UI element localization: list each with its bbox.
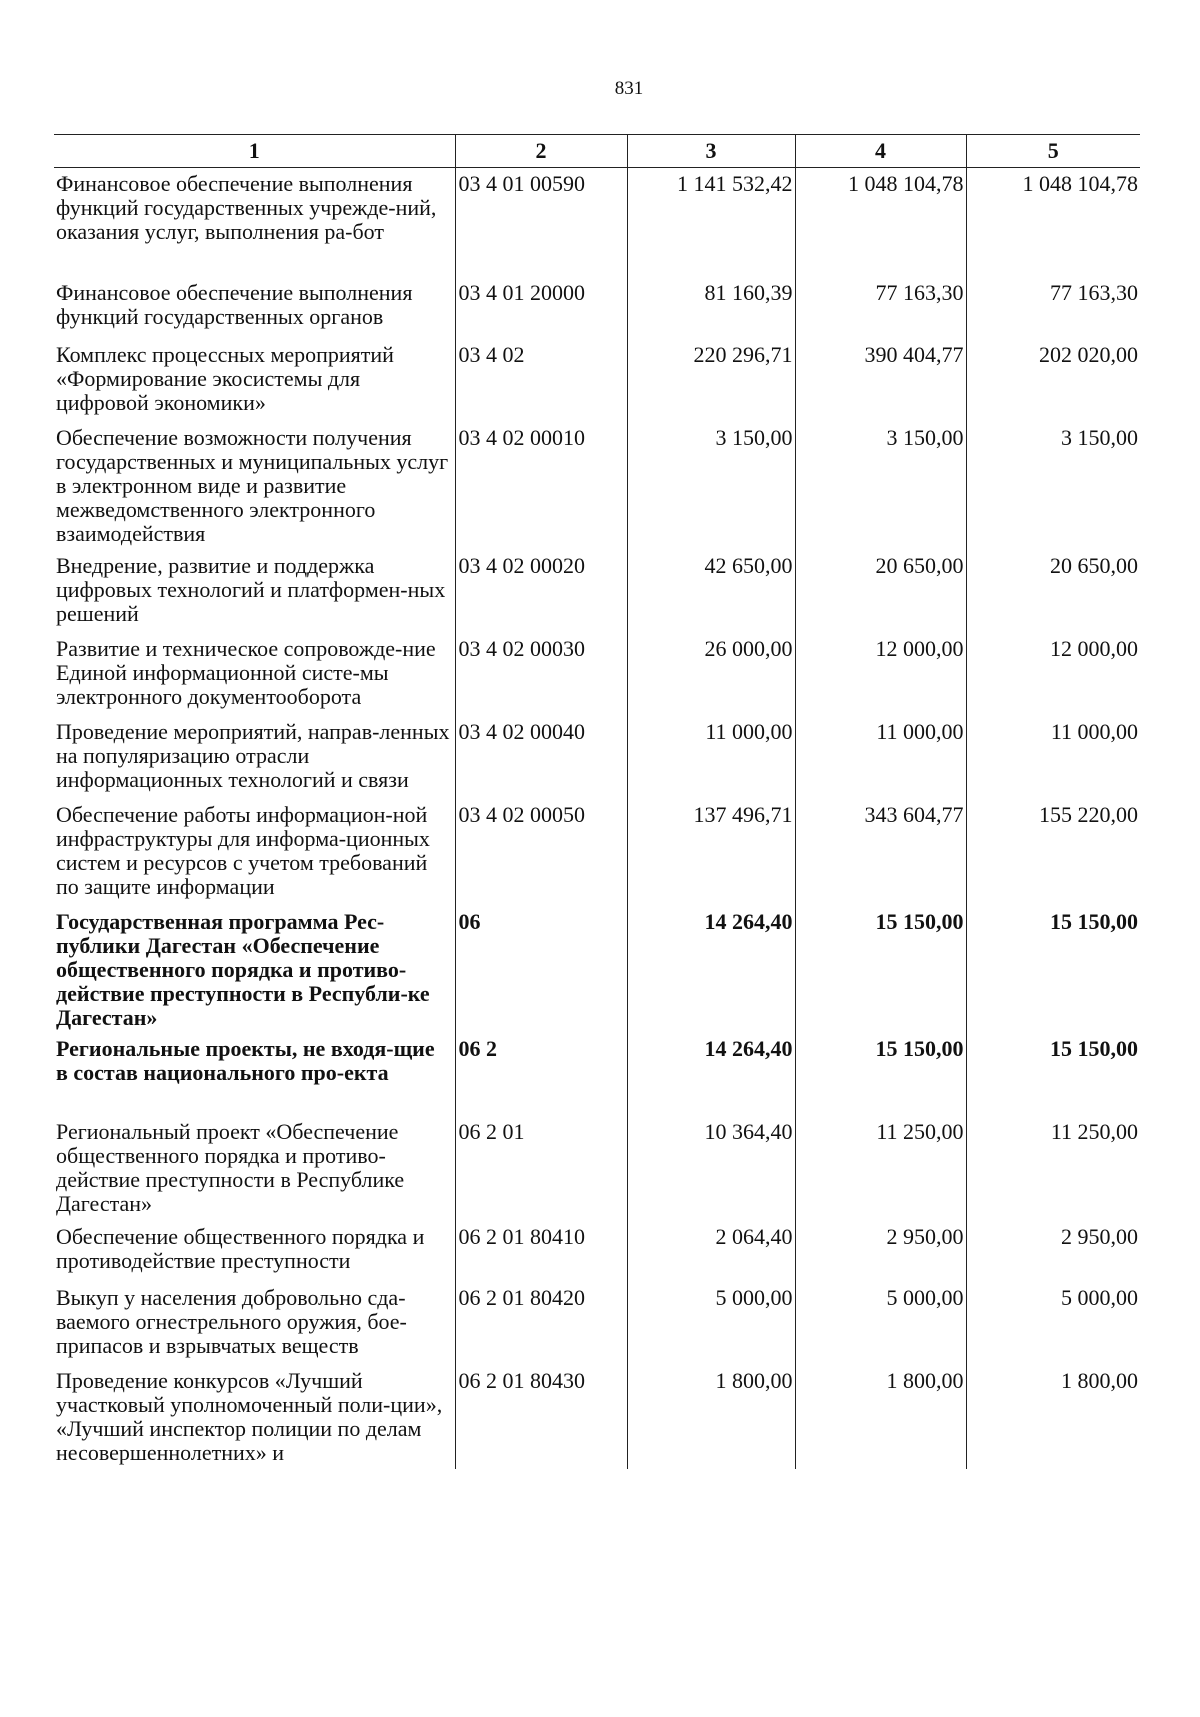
row-value-col5: 2 950,00 — [966, 1221, 1140, 1282]
row-code-cell: 03 4 02 00010 — [455, 422, 627, 550]
row-value-col4: 5 000,00 — [795, 1282, 966, 1365]
row-value-col3: 3 150,00 — [627, 422, 795, 550]
row-name-cell: Внедрение, развитие и поддержка цифровых технологий и платформен-ных решений — [56, 552, 446, 626]
row-name-cell: Финансовое обеспечение выполнения функций государственных учрежде-ний, оказания услуг, выполнения ра-бот — [56, 171, 437, 244]
row-value-col5: 202 020,00 — [966, 339, 1140, 422]
row-value-col4: 390 404,77 — [795, 339, 966, 422]
row-value-col3: 10 364,40 — [627, 1116, 795, 1221]
row-name-cell: Финансовое обеспечение выполнения функций государственных органов — [56, 279, 413, 329]
row-value-col3: 42 650,00 — [627, 550, 795, 633]
row-name-cell: Обеспечение возможности получения государственных и муниципальных услуг в электронном виде и развитие межведомственного электронного взаимодействия — [56, 424, 449, 546]
header-col-5: 5 — [966, 135, 1140, 168]
row-value-col3: 26 000,00 — [627, 633, 795, 716]
row-value-col4: 11 000,00 — [795, 716, 966, 799]
row-value-col5: 11 250,00 — [966, 1116, 1140, 1221]
row-name-cell: Развитие и техническое сопровожде-ние Единой информационной систе-мы электронного документооборота — [56, 635, 436, 709]
row-value-col3: 5 000,00 — [627, 1282, 795, 1365]
row-name-cell: Обеспечение общественного порядка и противодействие преступности — [56, 1223, 425, 1273]
row-value-col4: 1 048 104,78 — [795, 168, 966, 277]
row-code-cell: 03 4 01 20000 — [455, 277, 627, 339]
row-value-col5: 15 150,00 — [966, 906, 1140, 1033]
row-name-cell: Региональный проект «Обеспечение общественного порядка и противо-действие преступности в Республике Дагестан» — [56, 1118, 405, 1216]
table-row — [54, 1282, 1140, 1365]
row-value-col5: 11 000,00 — [966, 716, 1140, 799]
table-body — [54, 168, 1140, 1469]
header-col-1: 1 — [54, 135, 455, 168]
row-name-cell: Проведение мероприятий, направ-ленных на популяризацию отрасли информационных технологий и связи — [56, 718, 450, 792]
row-name-cell: Государственная программа Рес-публики Дагестан «Обеспечение общественного порядка и противо-действие преступности в Республи-ке Дагестан» — [56, 908, 430, 1030]
header-col-4: 4 — [795, 135, 966, 168]
row-name-cell: Обеспечение работы информацион-ной инфраструктуры для информа-ционных систем и ресурсов с учетом требований по защите информации — [56, 801, 430, 899]
row-value-col4: 12 000,00 — [795, 633, 966, 716]
header-row — [54, 135, 1140, 168]
row-code-cell: 06 2 — [455, 1033, 627, 1116]
row-name-cell: Выкуп у населения добровольно сда-ваемого огнестрельного оружия, бое-припасов и взрывчатых веществ — [56, 1284, 407, 1358]
row-code-cell: 06 2 01 80430 — [455, 1365, 627, 1469]
row-value-col3: 137 496,71 — [627, 799, 795, 906]
row-value-col5: 3 150,00 — [966, 422, 1140, 550]
table-row — [54, 1116, 1140, 1221]
table-row — [54, 422, 1140, 550]
row-code-cell: 03 4 02 00050 — [455, 799, 627, 906]
table-row — [54, 1033, 1140, 1116]
row-code-cell: 03 4 02 — [455, 339, 627, 422]
row-value-col3: 1 800,00 — [627, 1365, 795, 1469]
table-row — [54, 1221, 1140, 1282]
row-value-col4: 77 163,30 — [795, 277, 966, 339]
table-row — [54, 716, 1140, 799]
row-code-cell: 06 2 01 — [455, 1116, 627, 1221]
budget-table-container — [54, 134, 1140, 1469]
row-code-cell: 06 — [455, 906, 627, 1033]
row-value-col4: 20 650,00 — [795, 550, 966, 633]
row-code-cell: 03 4 02 00020 — [455, 550, 627, 633]
table-row — [54, 799, 1140, 906]
row-code-cell: 03 4 01 00590 — [455, 168, 627, 277]
row-value-col5: 20 650,00 — [966, 550, 1140, 633]
table-row — [54, 277, 1140, 339]
row-value-col3: 81 160,39 — [627, 277, 795, 339]
table-row — [54, 906, 1140, 1033]
row-value-col5: 77 163,30 — [966, 277, 1140, 339]
row-value-col5: 12 000,00 — [966, 633, 1140, 716]
row-value-col4: 15 150,00 — [795, 1033, 966, 1116]
table-row — [54, 339, 1140, 422]
header-col-3: 3 — [627, 135, 795, 168]
row-value-col3: 14 264,40 — [627, 1033, 795, 1116]
row-value-col4: 11 250,00 — [795, 1116, 966, 1221]
table-row — [54, 168, 1140, 277]
budget-table — [54, 134, 1140, 1469]
row-code-cell: 03 4 02 00030 — [455, 633, 627, 716]
row-code-cell: 06 2 01 80410 — [455, 1221, 627, 1282]
header-col-2: 2 — [455, 135, 627, 168]
table-row — [54, 1365, 1140, 1469]
row-value-col3: 11 000,00 — [627, 716, 795, 799]
row-value-col5: 5 000,00 — [966, 1282, 1140, 1365]
row-code-cell: 03 4 02 00040 — [455, 716, 627, 799]
row-name-cell: Проведение конкурсов «Лучший участковый уполномоченный поли-ции», «Лучший инспектор полиции по делам несовершеннолетних» и — [56, 1367, 443, 1465]
row-value-col3: 1 141 532,42 — [627, 168, 795, 277]
row-value-col4: 15 150,00 — [795, 906, 966, 1033]
row-value-col3: 2 064,40 — [627, 1221, 795, 1282]
row-value-col4: 343 604,77 — [795, 799, 966, 906]
row-value-col4: 3 150,00 — [795, 422, 966, 550]
row-value-col4: 1 800,00 — [795, 1365, 966, 1469]
row-value-col4: 2 950,00 — [795, 1221, 966, 1282]
row-value-col3: 14 264,40 — [627, 906, 795, 1033]
row-code-cell: 06 2 01 80420 — [455, 1282, 627, 1365]
row-value-col5: 1 800,00 — [966, 1365, 1140, 1469]
row-value-col5: 1 048 104,78 — [966, 168, 1140, 277]
page-number: 831 — [614, 78, 644, 99]
row-value-col5: 155 220,00 — [966, 799, 1140, 906]
row-name-cell: Комплекс процессных мероприятий «Формирование экосистемы для цифровой экономики» — [56, 341, 394, 415]
row-name-cell: Региональные проекты, не входя-щие в состав национального про-екта — [56, 1035, 435, 1085]
row-value-col5: 15 150,00 — [966, 1033, 1140, 1116]
table-row — [54, 550, 1140, 633]
row-value-col3: 220 296,71 — [627, 339, 795, 422]
table-row — [54, 633, 1140, 716]
